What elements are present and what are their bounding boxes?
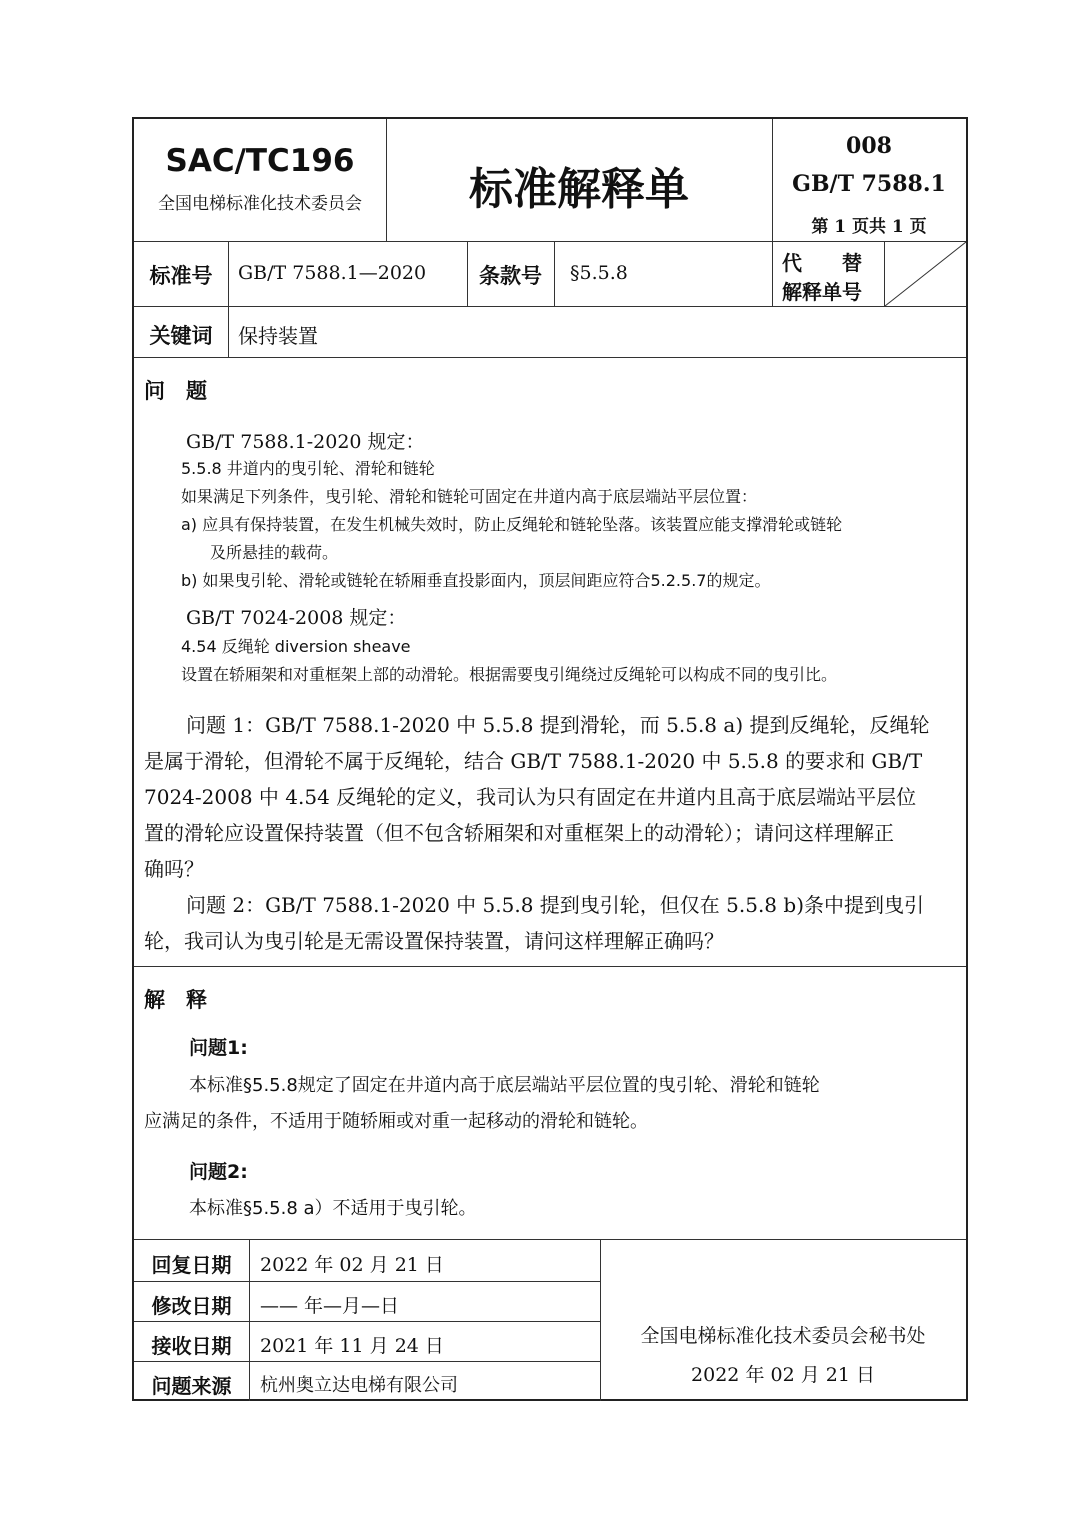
receive-date-value: 2021 年 11 月 24 日 <box>260 1335 444 1357</box>
reply-date-label: 回复日期 <box>151 1253 232 1277</box>
question-1-line: 问题 1：GB/T 7588.1-2020 中 5.5.8 提到滑轮，而 5.5.8 a) 提到反绳轮，反绳轮 <box>186 713 930 737</box>
replace-label-line2: 解释单号 <box>782 280 862 304</box>
reply-date-value: 2022 年 02 月 21 日 <box>260 1254 444 1276</box>
divider-info-1 <box>228 241 229 357</box>
question-1-line: 确吗？ <box>144 857 204 881</box>
sheet-number: 008 <box>846 133 892 159</box>
interpretation-sheet <box>132 117 968 1401</box>
question-1 <box>144 707 960 887</box>
keyword-value: 保持装置 <box>238 324 318 348</box>
answer-1-line2: 应满足的条件，不适用于随轿厢或对重一起移动的滑轮和链轮。 <box>144 1111 648 1132</box>
question-2-line: 轮，我司认为曳引轮是无需设置保持装置，请问这样理解正确吗？ <box>144 929 724 953</box>
quote1-text: 如果满足下列条件，曳引轮、滑轮和链轮可固定在井道内高于底层端站平层位置： <box>181 487 758 506</box>
rule-answer <box>134 1239 966 1240</box>
rule-footer-1 <box>134 1281 600 1282</box>
source-label: 问题来源 <box>151 1374 232 1398</box>
question-2-line: 问题 2：GB/T 7588.1-2020 中 5.5.8 提到曳引轮，但仅在 5.5.8 b)条中提到曳引 <box>186 893 924 917</box>
answer-2-title: 问题2: <box>189 1161 248 1183</box>
quote2-text: 设置在轿厢架和对重框架上部的动滑轮。根据需要曳引绳绕过反绳轮可以构成不同的曳引比。 <box>181 665 838 684</box>
rule-footer-2 <box>134 1321 600 1322</box>
quote2-intro: GB/T 7024-2008 规定： <box>186 607 407 629</box>
rule-footer-3 <box>134 1361 600 1362</box>
quote1-item-a-line1: a) 应具有保持装置，在发生机械失效时，防止反绳轮和链轮坠落。该装置应能支撑滑轮或链轮 <box>181 515 843 534</box>
answer-1-line1: 本标准§5.5.8规定了固定在井道内高于底层端站平层位置的曳引轮、滑轮和链轮 <box>189 1075 820 1096</box>
revise-date-value: —— 年—月—日 <box>260 1295 400 1317</box>
receive-date-label: 接收日期 <box>151 1334 232 1358</box>
answer-heading: 解 释 <box>144 988 207 1012</box>
org-code: SAC/TC196 <box>165 143 355 179</box>
issuer-name: 全国电梯标准化技术委员会秘书处 <box>640 1325 926 1347</box>
rule-header <box>134 241 966 242</box>
issue-date: 2022 年 02 月 21 日 <box>691 1364 875 1386</box>
org-name: 全国电梯标准化技术委员会 <box>158 194 362 214</box>
clause-label: 条款号 <box>479 264 542 288</box>
question-heading: 问 题 <box>144 379 207 403</box>
clause-value: §5.5.8 <box>570 262 628 284</box>
empty-cell-diagonal <box>885 242 966 306</box>
page-title: 标准解释单 <box>469 164 689 215</box>
revise-date-label: 修改日期 <box>151 1294 232 1318</box>
page-info: 第 1 页共 1 页 <box>811 217 927 237</box>
standard-code: GB/T 7588.1 <box>792 171 946 197</box>
keyword-label: 关键词 <box>149 324 213 348</box>
quote1-intro: GB/T 7588.1-2020 规定： <box>186 431 425 453</box>
question-1-line: 7024-2008 中 4.54 反绳轮的定义，我司认为只有固定在井道内且高于底层端站平层位 <box>144 785 917 809</box>
quote1-clause: 5.5.8 井道内的曳引轮、滑轮和链轮 <box>181 459 435 478</box>
replace-label-line1: 代 替 <box>782 251 862 275</box>
answer-2-line1: 本标准§5.5.8 a）不适用于曳引轮。 <box>189 1198 477 1219</box>
source-value: 杭州奥立达电梯有限公司 <box>260 1375 458 1396</box>
rule-info <box>134 306 966 307</box>
standard-no-value: GB/T 7588.1—2020 <box>238 262 427 284</box>
question-1-line: 置的滑轮应设置保持装置（但不包含轿厢架和对重框架上的动滑轮）；请问这样理解正 <box>144 821 894 845</box>
rule-keyword <box>134 357 966 358</box>
quote1-item-a-line2: 及所悬挂的载荷。 <box>210 543 339 562</box>
question-1-line: 是属于滑轮，但滑轮不属于反绳轮，结合 GB/T 7588.1-2020 中 5.5.8 的要求和 GB/T <box>144 749 923 773</box>
standard-no-label: 标准号 <box>149 264 213 288</box>
quote2-term: 4.54 反绳轮 diversion sheave <box>181 637 411 656</box>
answer-1-title: 问题1: <box>189 1037 248 1059</box>
rule-question <box>134 966 966 967</box>
quote1-item-b: b) 如果曳引轮、滑轮或链轮在轿厢垂直投影面内，顶层间距应符合5.2.5.7的规定。 <box>181 571 771 590</box>
divider-info-3 <box>554 241 555 306</box>
divider-footer-1 <box>249 1239 250 1401</box>
question-2 <box>144 887 960 959</box>
